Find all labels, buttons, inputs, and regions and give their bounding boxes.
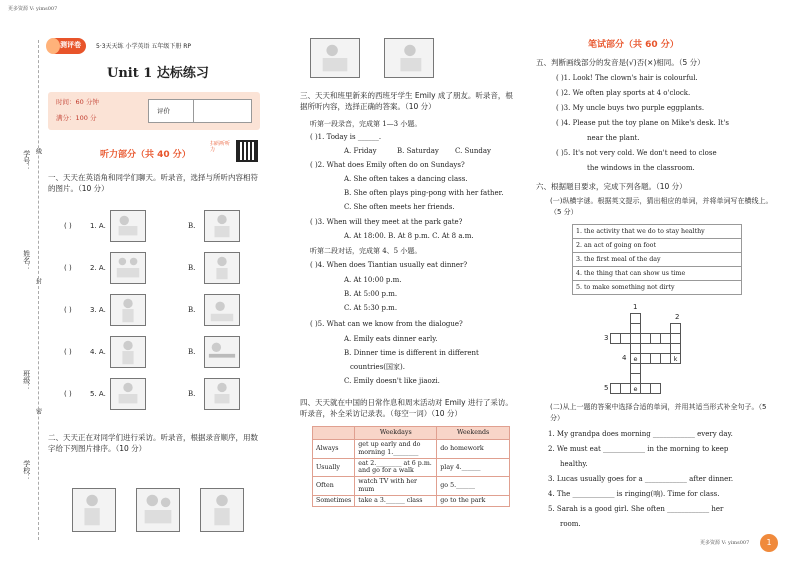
info-box [48,92,260,130]
listening-title: 听力部分（共 40 分） [100,150,191,160]
schedule-col-blank [313,427,355,440]
s2-picture-3 [200,488,244,532]
writing-title: 笔试部分（共 60 分） [588,40,679,50]
school-label: 学校： [22,460,31,481]
definitions-table [572,224,742,295]
s3-q4-opt-a: A. At 10:00 p.m. [344,276,402,284]
grid-number-1: 1 [633,303,638,311]
s1-item-4-b: B. [188,348,196,356]
grid-number-3: 3 [604,334,609,342]
s1-paren-3[interactable]: ( ) [64,306,72,314]
table-row [573,239,742,253]
schedule-header-row [313,427,510,440]
binding-line [38,40,39,540]
s3-q1-opt-b: B. Saturday [397,147,439,155]
s6-sentence-5-cont: room. [560,520,581,528]
s3-q2-opt-c: C. She often meets her friends. [344,203,455,211]
score-label: 满分：100 分 [56,114,97,122]
s1-item-5-b: B. [188,390,196,398]
evaluation-label: 评价 [157,107,170,115]
section-4-title: 四、天天就在中国的日常作息和周末活动对 Emily 进行了采访。听录音，补全采访记录表。（每空一词）（10 分） [300,398,513,419]
definition-2: 2. an act of going on foot [573,239,742,253]
schedule-cell-weekends[interactable]: go 5.______ [437,477,510,496]
qr-hint: 扫码听听力 [210,141,231,154]
s6-sentence-2-cont: healthy. [560,460,588,468]
schedule-row-label: Usually [313,458,355,477]
section-3-title: 三、天天和班里新来的西班牙学生 Emily 成了朋友。听录音，根据所听内容，选择正确的答案。（10 分） [300,91,513,112]
s6-sub2: (二)从上一题的答案中选择合适的单词，并用其适当形式补全句子。（5 分） [550,403,767,422]
s3-q3[interactable]: ( )3. When will they meet at the park gate? [310,218,463,226]
s1-picture-5a [110,378,146,410]
s5-item-2[interactable]: ( )2. We often play sports at 4 o'clock. [556,89,691,97]
s1-item-2-b: B. [188,264,196,272]
grid-cell[interactable]: e [630,353,641,364]
table-row [573,225,742,239]
s1-item-3-b: B. [188,306,196,314]
s1-picture-2a [110,252,146,284]
section-2-title: 二、天天正在对同学们进行采访。听录音，根据录音顺序，用数字给下列图片排序。（10 分） [48,433,258,454]
s3-q4[interactable]: ( )4. When does Tiantian usually eat dinner? [310,261,468,269]
s2-picture-5 [384,38,434,78]
table-row [573,281,742,295]
mascot-icon [46,38,60,54]
s3-q4-opt-b: B. At 5:00 p.m. [344,290,398,298]
qr-code-icon[interactable] [236,140,258,162]
s5-item-5-cont: the windows in the classroom. [587,164,695,172]
s6-sentence-1[interactable]: 1. My grandpa does morning ____________ every day. [548,430,733,438]
grid-number-2: 2 [675,313,680,321]
s1-paren-5[interactable]: ( ) [64,390,72,398]
schedule-cell-weekends: go to the park [437,496,510,507]
s6-sub1: (一)纵横字谜。根据英文提示，猜出相应的单词，并将单词写在横线上。（5 分） [550,197,773,216]
s1-picture-3a [110,294,146,326]
s3-q1-opt-c: C. Sunday [455,147,491,155]
s1-picture-2b [204,252,240,284]
schedule-cell-weekdays: watch TV with her mum [355,477,437,496]
class-label: 班级： [22,370,31,391]
s1-item-1: 1. A. [90,222,106,230]
s2-picture-2 [136,488,180,532]
s3-part2: 听第二段对话，完成第 4、5 小题。 [310,247,422,255]
s3-q1[interactable]: ( )1. Today is ______. [310,133,382,141]
bottom-right-note: 更多资源 V: yims007 [700,540,750,546]
s3-q2-opt-a: A. She often takes a dancing class. [344,175,468,183]
time-label: 时间：60 分钟 [56,98,99,106]
definition-4: 4. the thing that can show us time [573,267,742,281]
schedule-cell-weekdays[interactable]: eat 2.________ at 6 p.m. and go for a walk [355,458,437,477]
s3-q3-opts: A. At 18:00. B. At 8 p.m. C. At 8 a.m. [344,232,474,240]
name-label: 姓名： [22,250,31,271]
s3-q5-opt-b: B. Dinner time is different in different [344,349,479,357]
schedule-cell-weekends: do homework [437,439,510,458]
schedule-cell-weekdays[interactable]: take a 3.______ class [355,496,437,507]
s3-q2-opt-b: B. She often plays ping-pong with her father. [344,189,504,197]
s1-picture-1a [110,210,146,242]
s3-q5[interactable]: ( )5. What can we know from the dialogue? [310,320,463,328]
table-row [313,458,510,477]
table-row [313,439,510,458]
s5-item-4-cont: near the plant. [587,134,640,142]
s3-q1-opt-a: A. Friday [344,147,377,155]
s6-sentence-4[interactable]: 4. The ____________ is ringing(响). Time for class. [548,490,720,498]
student-no-label: 学号： [22,150,31,171]
section-6-title: 六、根据题目要求，完成下列各题。（10 分） [536,182,687,191]
unit-title: Unit 1 达标练习 [107,66,209,81]
seal-mark-3: 密 [34,408,42,414]
s2-picture-4 [310,38,360,78]
s3-q5-opt-b-cont: countries(国家). [350,363,405,371]
schedule-row-label: Often [313,477,355,496]
s1-item-3: 3. A. [90,306,106,314]
s1-paren-4[interactable]: ( ) [64,348,72,356]
grid-cell[interactable] [620,333,631,344]
definition-3: 3. the first meal of the day [573,253,742,267]
schedule-cell-weekends[interactable]: play 4.______ [437,458,510,477]
grid-cell[interactable] [620,383,631,394]
schedule-col-weekdays: Weekdays [355,427,437,440]
grid-number-4: 4 [622,354,627,362]
table-row [573,253,742,267]
series-label: 5·3天天练 小学英语 五年级下册 RP [96,43,192,50]
grid-cell[interactable]: e [630,383,641,394]
page-number-badge: 1 [760,534,778,552]
grid-cell[interactable] [650,383,661,394]
schedule-table [312,426,510,507]
s1-item-2: 2. A. [90,264,106,272]
seal-mark-1: 线 [34,148,42,154]
schedule-row-label: Always [313,439,355,458]
s1-item-4: 4. A. [90,348,106,356]
section-5-title: 五、判断画线部分的发音是(√)否(×)相同。（5 分） [536,58,705,67]
s5-item-1[interactable]: ( )1. Look! The clown's hair is colourful. [556,74,698,82]
s1-picture-3b [204,294,240,326]
grid-cell[interactable]: k [670,353,681,364]
seal-mark-2: 封 [34,278,42,284]
definition-1: 1. the activity that we do to stay healthy [573,225,742,239]
badge: 测评卷 [48,38,86,54]
s1-item-1-b: B. [188,222,196,230]
s1-picture-1b [204,210,240,242]
section-1-title: 一、天天在英语角和同学们聊天。听录音，选择与所听内容相符的图片。（10 分） [48,173,258,194]
top-left-note: 更多资源 V: yims007 [8,6,58,12]
s3-q5-opt-c: C. Emily doesn't like jiaozi. [344,377,440,385]
s1-picture-4b [204,336,240,368]
s1-paren-2[interactable]: ( ) [64,264,72,272]
s3-q4-opt-c: C. At 5:30 p.m. [344,304,398,312]
s3-q2[interactable]: ( )2. What does Emily often do on Sundays? [310,161,465,169]
s6-sentence-5[interactable]: 5. Sarah is a good girl. She often ____________ her [548,505,724,513]
s1-picture-5b [204,378,240,410]
s1-item-5: 5. A. [90,390,106,398]
table-row [313,477,510,496]
s3-part1: 听第一段录音，完成第 1—3 小题。 [310,120,422,128]
s6-sentence-2[interactable]: 2. We must eat ____________ in the morning to keep [548,445,729,453]
table-row [313,496,510,507]
s5-item-5[interactable]: ( )5. It's not very cold. We don't need to close [556,149,717,157]
grid-cell[interactable] [670,323,681,334]
table-row [573,267,742,281]
grid-number-5: 5 [604,384,609,392]
s1-picture-4a [110,336,146,368]
s6-sentence-3[interactable]: 3. Lucas usually goes for a ____________ after dinner. [548,475,734,483]
s5-item-3[interactable]: ( )3. My uncle buys two purple eggplants. [556,104,705,112]
schedule-cell-weekdays[interactable]: get up early and do morning 1.________ [355,439,437,458]
schedule-col-weekends: Weekends [437,427,510,440]
s2-picture-1 [72,488,116,532]
definition-5: 5. to make something not dirty [573,281,742,295]
s3-q5-opt-a: A. Emily eats dinner early. [344,335,438,343]
s5-item-4[interactable]: ( )4. Please put the toy plane on Mike's desk. It's [556,119,729,127]
schedule-row-label: Sometimes [313,496,355,507]
s1-paren-1[interactable]: ( ) [64,222,72,230]
